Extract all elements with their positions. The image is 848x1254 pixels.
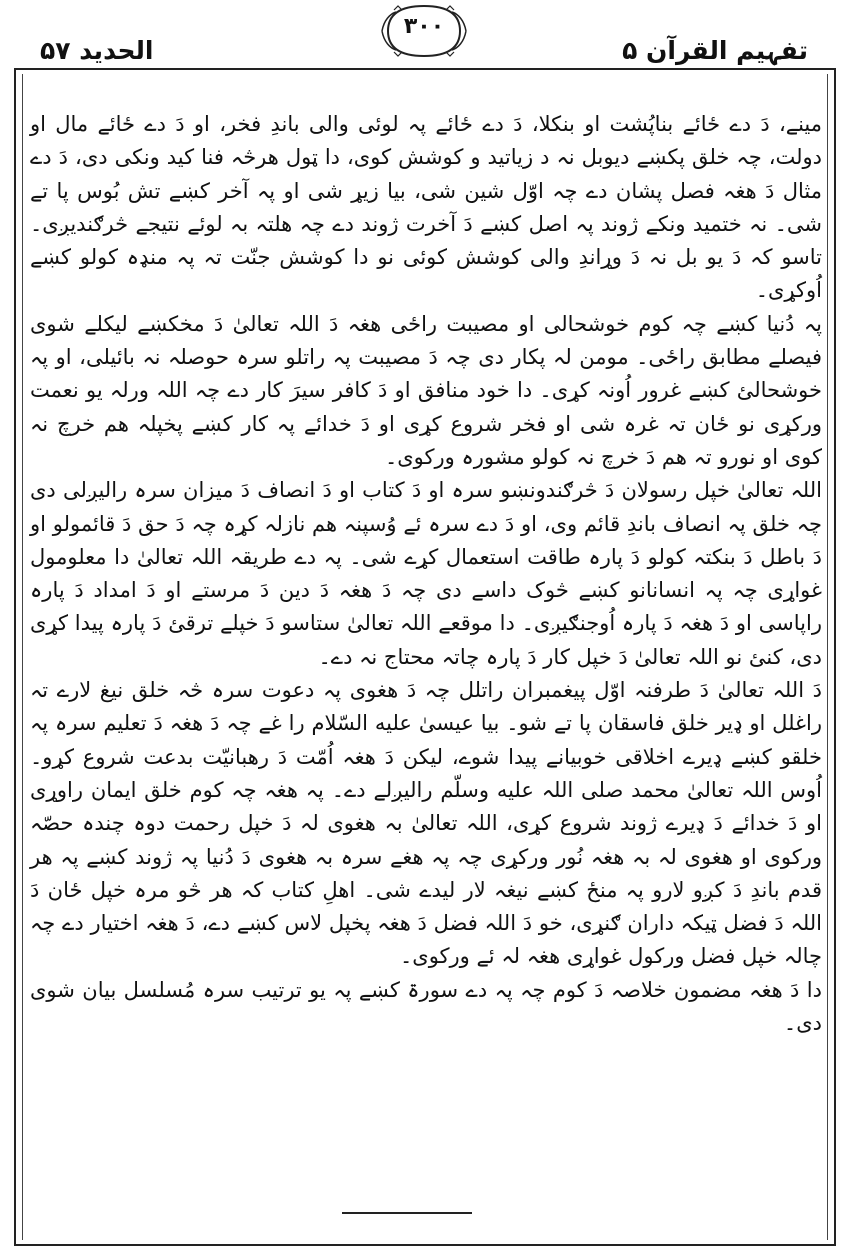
body-text	[30, 108, 822, 1040]
paragraph-2: پہ دُنیا کښے چہ کوم خوشحالی او مصیبت راځی هغہ دَ اللہ تعالیٰ دَ مخکښے لیکلے شوی فیصلے مطابق راځی۔ مومن لہ پکار دی چہ دَ مصیبت پہ راتلو سرہ حوصلہ نہ بائیلی، او پہ خوشحالئ کښے غرور اُونہ کړی۔ دا خود منافق او دَ کافر سیرَ کار دے چہ اللہ ورلہ یو نعمت ورکړی نو ځان تہ غرہ شی او فخر شروع کړی او دَ خدائے پہ کار کښے پخپلہ هم خرچ نہ کوی او نورو تہ هم دَ خرچ نہ کولو مشورہ ورکوی۔	[30, 311, 822, 469]
bottom-divider	[342, 1212, 472, 1214]
page-number-ornament	[374, 0, 474, 62]
book-title-header: تفہیم القرآن ۵	[622, 36, 808, 65]
paragraph-4: دَ اللہ تعالیٰ دَ طرفنہ اوّل پیغمبران راتلل چہ دَ هغوی پہ دعوت سرہ څہ خلق نیغ لارے تہ راغلل او ډیر خلق فاسقان پا تے شو۔ بیا عیسیٰ علیه السّلام را غے چہ دَ هغہ دَ تعلیم سرہ پہ خلقو کښے ډیرے اخلاقی خوبیانے پیدا شوے، لیکن دَ هغہ اُمّت دَ رهبانیّت بدعت شروع کړو۔ اُوس اللہ تعالیٰ محمد صلی اللہ علیه وسلّم رالیږلے دے۔ پہ هغہ چہ کوم خلق ایمان راوړی او دَ خدائے دَ ډیرے ژوند شروع کړی، اللہ تعالیٰ بہ هغوی لہ دَ خپل رحمت دوہ چندہ حصّہ ورکوی او هغوی لہ بہ هغہ نُور ورکړی چہ پہ هغے سرہ بہ هغوی دَ دُنیا پہ ژوند کښے پہ هر قدم باندِ دَ کږو لارو پہ منځ کښے نیغہ لار لیدے شی۔ اهلِ کتاب کہ هر څو مرہ خپل ځان دَ اللہ دَ فضل ټیکہ داران ګنړی، خو دَ اللہ فضل دَ هغہ پخپل لاس کښے دے، دَ هغہ اختیار دے چہ چالہ خپل فضل ورکول غواړی هغہ لہ ئے ورکوی۔	[30, 678, 822, 969]
paragraph-1: مینے، دَ دے ځائے بناپُشت او بنکلا، دَ دے ځائے پہ لوئی والی باندِ فخر، او دَ دے ځائے مال او دولت، چہ خلق پکښے دیوبل نہ د زیاتید و کوشش کوی، دا ټول هرڅہ فنا کید ونکی دی، دَ دے مثال دَ هغہ فصل پشان دے چہ اوّل شین شی، بیا زیړ شی او پہ آخر کښے تش بُوس پا تے شی۔ نہ ختمید ونکے ژوند پہ اصل کښے دَ آخرت ژوند دے چہ هلتہ بہ لوئے نتیجے څرګندیږی۔ تاسو کہ دَ یو بل نہ دَ وړاندِ والی کوشش کوئی نو دا کوشش جنّت تہ پہ منډہ کولو کښے اُوکړی۔	[30, 112, 822, 303]
page-number: ۳۰۰	[403, 14, 445, 39]
closing-paragraph: دا دَ هغہ مضمون خلاصہ دَ کوم چہ پہ دے سورۃ کښے پہ یو ترتیب سرہ مُسلسل بیان شوی دی۔	[30, 977, 822, 1036]
paragraph-3: اللہ تعالیٰ خپل رسولان دَ څرګندونښو سرہ او دَ کتاب او دَ انصاف دَ میزان سرہ رالیږلی دی چہ خلق پہ انصاف باندِ قائم وی، او دَ دے سرہ ئے وُسپنہ هم نازلہ کړہ چہ دَ حق دَ قائمولو او دَ باطل دَ بنکتہ کولو دَ پارہ طاقت استعمال کړے شی۔ پہ دے طریقہ اللہ تعالیٰ دا معلومول غواړی چہ پہ انسانانو کښے څوک داسے دی چہ دَ هغہ دَ دین دَ مرستے او دَ امداد دَ پارہ راپاسی او دَ هغہ دَ پارہ اُوجنګیږی۔ دا موقعے اللہ تعالیٰ ستاسو دَ خپلے ترقئ دَ پارہ پیدا کړی دی، کنئ نو اللہ تعالیٰ دَ خپل کار دَ پارہ چاتہ محتاج نہ دے۔	[30, 478, 822, 669]
surah-header: الحدید ۵۷	[40, 36, 154, 65]
